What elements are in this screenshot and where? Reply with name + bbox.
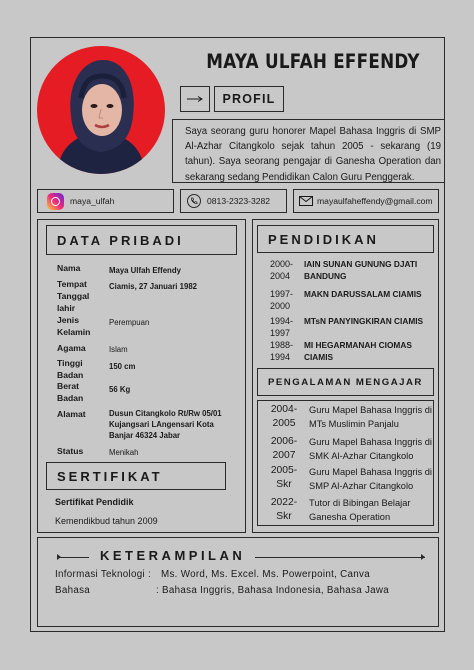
label-ttl: Tempat Tanggal lahir <box>57 279 90 313</box>
keterampilan-heading: KETERAMPILAN <box>100 548 246 563</box>
skill-label: Informasi Teknologi : <box>55 569 151 580</box>
exp-desc: Tutor di Bibingan Belajar Ganesha Operation <box>309 498 411 522</box>
label-jenis-kelamin: Jenis Kelamin <box>57 315 91 337</box>
value-agama: Islam <box>109 345 128 354</box>
divider-left-cap <box>57 554 61 560</box>
divider-left <box>57 557 89 558</box>
edu-years: 1988- 1994 <box>270 340 294 362</box>
exp-years: 2004- 2005 <box>270 404 298 429</box>
edu-institution: MAKN DARUSSALAM CIAMIS <box>304 289 422 299</box>
value-jenis-kelamin: Perempuan <box>109 318 150 327</box>
skill-label: Bahasa <box>55 585 91 596</box>
edu-years: 1997- 2000 <box>270 289 294 311</box>
exp-years: 2006- 2007 <box>270 436 298 461</box>
exp-years: 2005- Skr <box>270 465 298 490</box>
sertifikat-name: Sertifikat Pendidik <box>55 497 134 507</box>
value-nama: Maya Ulfah Effendy <box>109 266 181 275</box>
label-agama: Agama <box>57 343 86 353</box>
pendidikan-heading: PENDIDIKAN <box>257 225 434 253</box>
edu-institution: MTsN PANYINGKIRAN CIAMIS <box>304 316 424 326</box>
divider-right-cap <box>421 554 425 560</box>
contact-instagram[interactable] <box>37 189 174 213</box>
arrow-right-icon <box>180 86 210 112</box>
label-berat-badan: Berat Badan <box>57 381 84 403</box>
value-tinggi-badan: 150 cm <box>109 362 136 371</box>
sertifikat-heading: SERTIFIKAT <box>46 462 226 490</box>
edu-institution: MI HEGARMANAH CIOMAS CIAMIS <box>304 340 412 362</box>
label-tinggi-badan: Tinggi Badan <box>57 358 84 380</box>
phone-number: 0813-2323-3282 <box>207 196 271 206</box>
exp-desc: Guru Mapel Bahasa Inggris di SMK Al-Azhar Citangkolo <box>309 437 432 461</box>
full-name: MAYA ULFAH EFFENDY <box>206 50 420 73</box>
label-alamat: Alamat <box>57 409 86 419</box>
edu-years: 1994- 1997 <box>270 316 294 338</box>
email-address: mayaulfaheffendy@gmail.com <box>317 196 433 206</box>
profil-heading: PROFIL <box>214 86 284 112</box>
profil-summary: Saya seorang guru honorer Mapel Bahasa Inggris di SMP Al-Azhar Citangkolo sejak tahun 2005 - sekarang (19 tahun). Saya seorang pengajar di Ganesha Operation dan sekarang sedang Pendidikan Calon Guru Penggerak. <box>172 119 445 183</box>
contact-email[interactable] <box>293 189 439 213</box>
skill-value: Ms. Word, Ms. Excel. Ms. Powerpoint, Canva <box>161 569 370 580</box>
contact-phone[interactable] <box>180 189 287 213</box>
value-ttl: Ciamis, 27 Januari 1982 <box>109 282 197 291</box>
divider-right <box>255 557 425 558</box>
label-status: Status <box>57 446 84 456</box>
instagram-icon <box>47 193 64 210</box>
sertifikat-issuer: Kemendikbud tahun 2009 <box>55 516 158 526</box>
profile-photo <box>37 46 165 174</box>
pengalaman-heading: PENGALAMAN MENGAJAR <box>257 368 434 396</box>
exp-desc: Guru Mapel Bahasa Inggris di SMP Al-Azhar Citangkolo <box>309 467 432 491</box>
mail-icon <box>299 196 313 206</box>
exp-desc: Guru Mapel Bahasa Inggris di MTs Muslimin Panjalu <box>309 405 432 429</box>
phone-icon <box>187 194 201 208</box>
exp-years: 2022- Skr <box>270 497 298 522</box>
label-nama: Nama <box>57 263 81 273</box>
value-berat-badan: 56 Kg <box>109 385 131 394</box>
edu-institution: IAIN SUNAN GUNUNG DJATI BANDUNG <box>304 259 418 281</box>
instagram-handle: maya_ulfah <box>70 196 115 206</box>
data-pribadi-heading: DATA PRIBADI <box>46 225 237 255</box>
edu-years: 2000- 2004 <box>270 259 294 281</box>
value-status: Menikah <box>109 448 139 457</box>
skill-value: : Bahasa Inggris, Bahasa Indonesia, Bahasa Jawa <box>156 585 390 596</box>
value-alamat: Dusun Citangkolo Rt/Rw 05/01 Kujangsari LAngensari Kota Banjar 46324 Jabar <box>109 409 222 440</box>
